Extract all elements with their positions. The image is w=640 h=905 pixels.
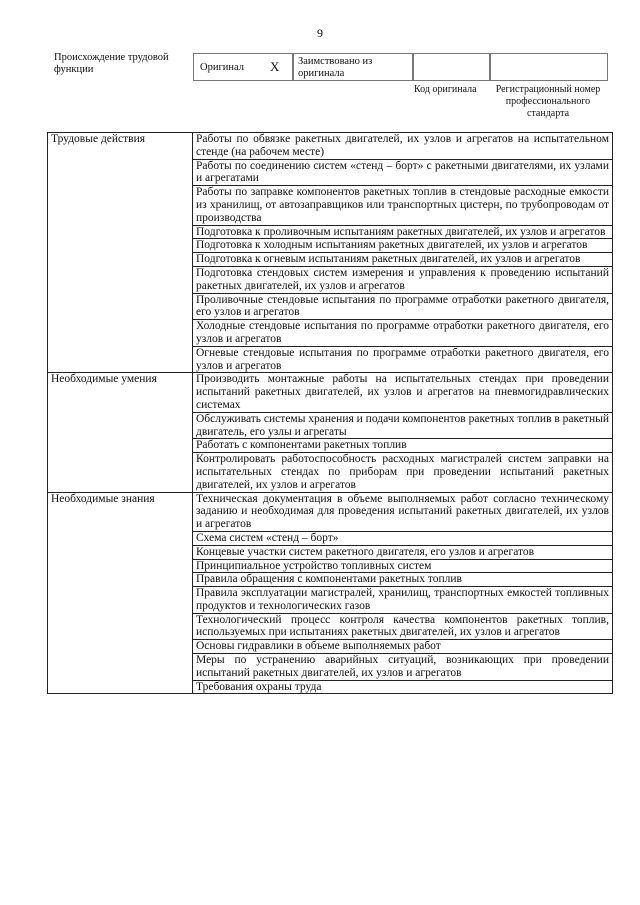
requirement-cell: Требования охраны труда [193, 680, 613, 694]
requirement-cell: Подготовка к проливочным испытаниям ракетных двигателей, их узлов и агрегатов [193, 225, 613, 239]
table-row [48, 373, 613, 412]
page-number: 9 [317, 26, 323, 40]
requirement-cell: Проливочные стендовые испытания по программе отработки ракетного двигателя, его узлов и агрегатов [193, 293, 613, 320]
requirement-cell: Технологический процесс контроля качества компонентов ракетных топлив, используемых при испытаниях ракетных двигателей, их узлов и агрегатов [193, 613, 613, 640]
table-row [48, 492, 613, 531]
origin-label: Происхождение трудовой функции [54, 52, 169, 75]
requirement-cell: Меры по устранению аварийных ситуаций, возникающих при проведении испытаний ракетных двигателей, их узлов и агрегатов [193, 654, 613, 681]
original-label: Оригинал [200, 62, 244, 73]
table-row [48, 133, 613, 160]
requirement-cell: Работы по соединению систем «стенд – борт» с ракетными двигателями, их узлами и агрегатами [193, 159, 613, 186]
original-code-cell [413, 53, 490, 81]
requirement-cell: Контролировать работоспособность расходных магистралей систем заправки на испытательных стендах по приборам при проведении испытаний ракетных двигателей, их узлов и агрегатов [193, 453, 613, 492]
requirement-cell: Работы по обвязке ракетных двигателей, их узлов и агрегатов на испытательном стенде (на рабочем месте) [193, 133, 613, 160]
original-code-caption: Код оригинала [414, 84, 477, 95]
labor-function-table [47, 132, 613, 694]
requirement-cell: Холодные стендовые испытания по программе отработки ракетного двигателя, его узлов и агрегатов [193, 320, 613, 347]
category-cell: Трудовые действия [48, 133, 193, 373]
requirement-cell: Работы по заправке компонентов ракетных топлив в стендовые расходные емкости из хранилищ, от автозаправщиков или транспортных цистерн, по трубопроводам от производства [193, 186, 613, 225]
borrowed-label: Заимствовано из оригинала [298, 56, 373, 79]
requirement-cell: Принципиальное устройство топливных систем [193, 559, 613, 573]
requirement-cell: Подготовка к холодным испытаниям ракетных двигателей, их узлов и агрегатов [193, 239, 613, 253]
requirement-cell: Правила эксплуатации магистралей, хранилищ, транспортных емкостей топливных продуктов и технологических газов [193, 587, 613, 614]
registration-number-cell [490, 53, 608, 81]
requirement-cell: Концевые участки систем ракетного двигателя, его узлов и агрегатов [193, 545, 613, 559]
borrowed-cell [293, 53, 413, 81]
requirement-cell: Огневые стендовые испытания по программе отработки ракетного двигателя, его узлов и агрегатов [193, 346, 613, 373]
registration-number-caption: Регистрационный номер профессионального стандарта [495, 84, 601, 119]
requirement-cell: Производить монтажные работы на испытательных стендах при проведении испытаний ракетных двигателей, их узлов и агрегатов на пневмогидравлических системах [193, 373, 613, 412]
requirement-cell: Обслуживать системы хранения и подачи компонентов ракетных топлив в ракетный двигатель, его узлы и агрегаты [193, 412, 613, 439]
requirement-cell: Основы гидравлики в объеме выполняемых работ [193, 640, 613, 654]
original-cell [193, 53, 293, 81]
requirement-cell: Правила обращения с компонентами ракетных топлив [193, 573, 613, 587]
requirement-cell: Работать с компонентами ракетных топлив [193, 439, 613, 453]
requirement-cell: Техническая документация в объеме выполняемых работ согласно техническому заданию и необходимая для проведения испытаний ракетных двигателей, их узлов и агрегатов [193, 492, 613, 531]
category-cell: Необходимые знания [48, 492, 193, 694]
requirement-cell: Подготовка стендовых систем измерения и управления к проведению испытаний ракетных двигателей, их узлов и агрегатов [193, 266, 613, 293]
category-cell: Необходимые умения [48, 373, 193, 492]
requirement-cell: Схема систем «стенд – борт» [193, 531, 613, 545]
requirement-cell: Подготовка к огневым испытаниям ракетных двигателей, их узлов и агрегатов [193, 253, 613, 267]
original-mark: X [270, 59, 280, 74]
